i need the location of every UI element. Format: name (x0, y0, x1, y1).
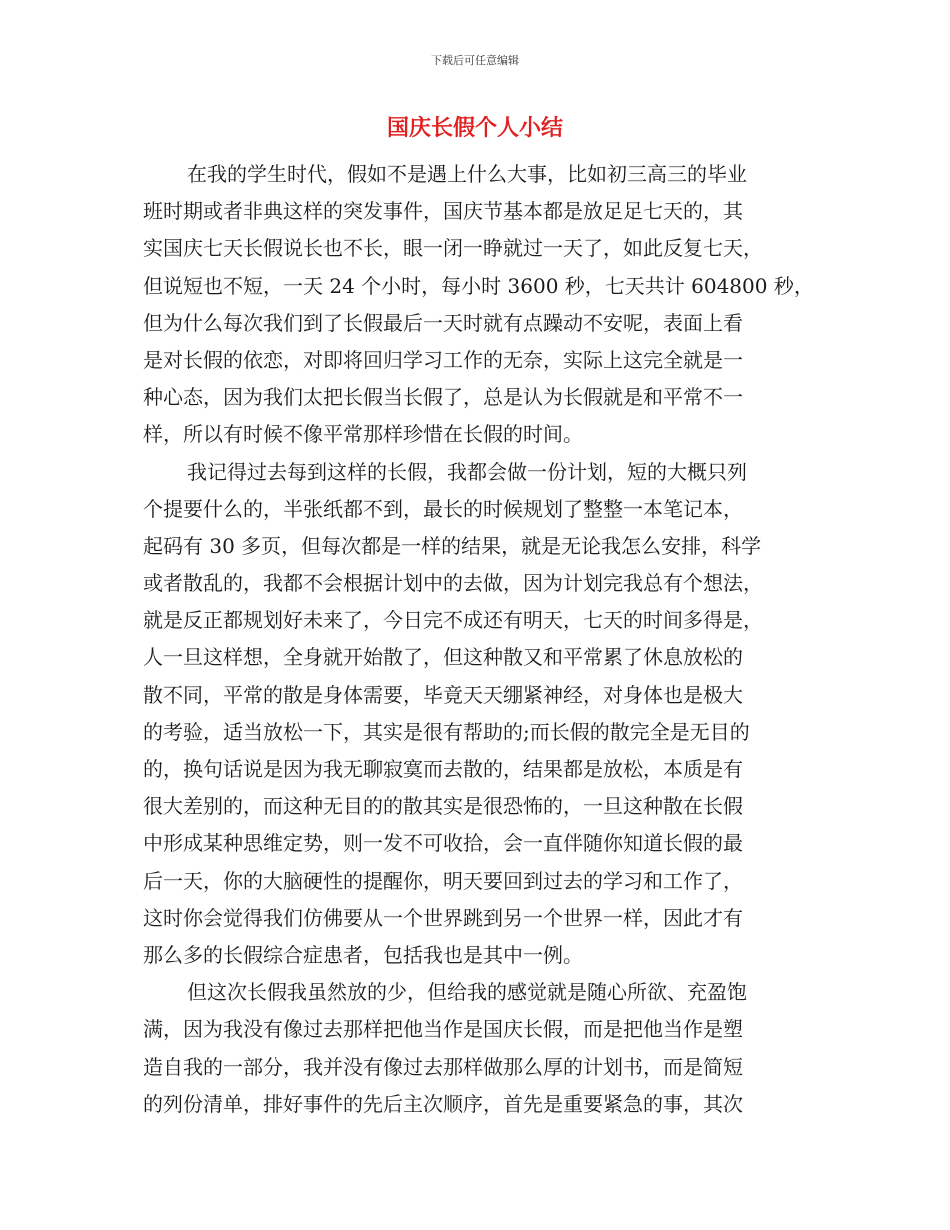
paragraph (143, 156, 814, 454)
text-line: 个提要什么的，半张纸都不到，最长的时候规划了整整一本笔记本， (143, 496, 743, 521)
text-line: 就是反正都规划好未来了，今日完不成还有明天，七天的时间多得是， (143, 608, 763, 633)
text-line: 后一天，你的大脑硬性的提醒你，明天要回到过去的学习和工作了， (143, 868, 743, 893)
text-line: 样，所以有时候不像平常那样珍惜在长假的时间。 (143, 422, 583, 447)
text-line: 人一旦这样想，全身就开始散了，但这种散又和平常累了休息放松的 (143, 645, 743, 670)
text-line: 种心态，因为我们太把长假当长假了，总是认为长假就是和平常不一 (143, 385, 743, 410)
page-header: 下载后可任意编辑 (431, 54, 519, 67)
document-title: 国庆长假个人小结 (386, 115, 563, 141)
text-line: 是对长假的依恋，对即将回归学习工作的无奈，实际上这完全就是一 (143, 347, 743, 372)
text-line: 中形成某种思维定势，则一发不可收拾，会一直伴随你知道长假的最 (143, 831, 743, 856)
text-line: 在我的学生时代，假如不是遇上什么大事，比如初三高三的毕业 (187, 162, 747, 186)
paragraph (143, 454, 807, 975)
text-line: 的列份清单，排好事件的先后主次顺序，首先是重要紧急的事，其次 (143, 1091, 743, 1116)
text-line: 但为什么每次我们到了长假最后一天时就有点躁动不安呢，表面上看 (143, 310, 743, 335)
text-line: 的，换句话说是因为我无聊寂寞而去散的，结果都是放松，本质是有 (143, 757, 743, 781)
text-line: 很大差别的，而这种无目的的散其实是很恐怖的，一旦这种散在长假 (143, 794, 743, 819)
text-line: 散不同，平常的散是身体需要，毕竟天天绷紧神经，对身体也是极大 (143, 682, 743, 707)
text-line: 但这次长假我虽然放的少，但给我的感觉就是随心所欲、充盈饱 (187, 980, 747, 1005)
text-line: 那么多的长假综合症患者，包括我也是其中一例。 (143, 942, 583, 967)
text-line: 我记得过去每到这样的长假，我都会做一份计划，短的大概只列 (187, 459, 747, 484)
document-body (143, 156, 814, 1123)
text-line: 这时你会觉得我们仿佛要从一个世界跳到另一个世界一样，因此才有 (143, 905, 743, 930)
paragraph (143, 974, 807, 1123)
text-line: 实国庆七天长假说长也不长，眼一闭一睁就过一天了，如此反复七天， (143, 236, 763, 261)
text-line: 满，因为我没有像过去那样把他当作是国庆长假，而是把他当作是塑 (143, 1017, 743, 1042)
text-line: 造自我的一部分，我并没有像过去那样做那么厚的计划书，而是简短 (143, 1054, 743, 1079)
text-line: 起码有 30 多页，但每次都是一样的结果，就是无论我怎么安排，科学 (143, 533, 762, 558)
text-line: 但说短也不短，一天 24 个小时，每小时 3600 秒，七天共计 604800 秒， (143, 273, 814, 298)
text-line: 或者散乱的，我都不会根据计划中的去做，因为计划完我总有个想法， (143, 571, 763, 596)
text-line: 的考验，适当放松一下，其实是很有帮助的;而长假的散完全是无目的 (143, 719, 750, 744)
text-line: 班时期或者非典这样的突发事件，国庆节基本都是放足足七天的，其 (143, 199, 743, 224)
